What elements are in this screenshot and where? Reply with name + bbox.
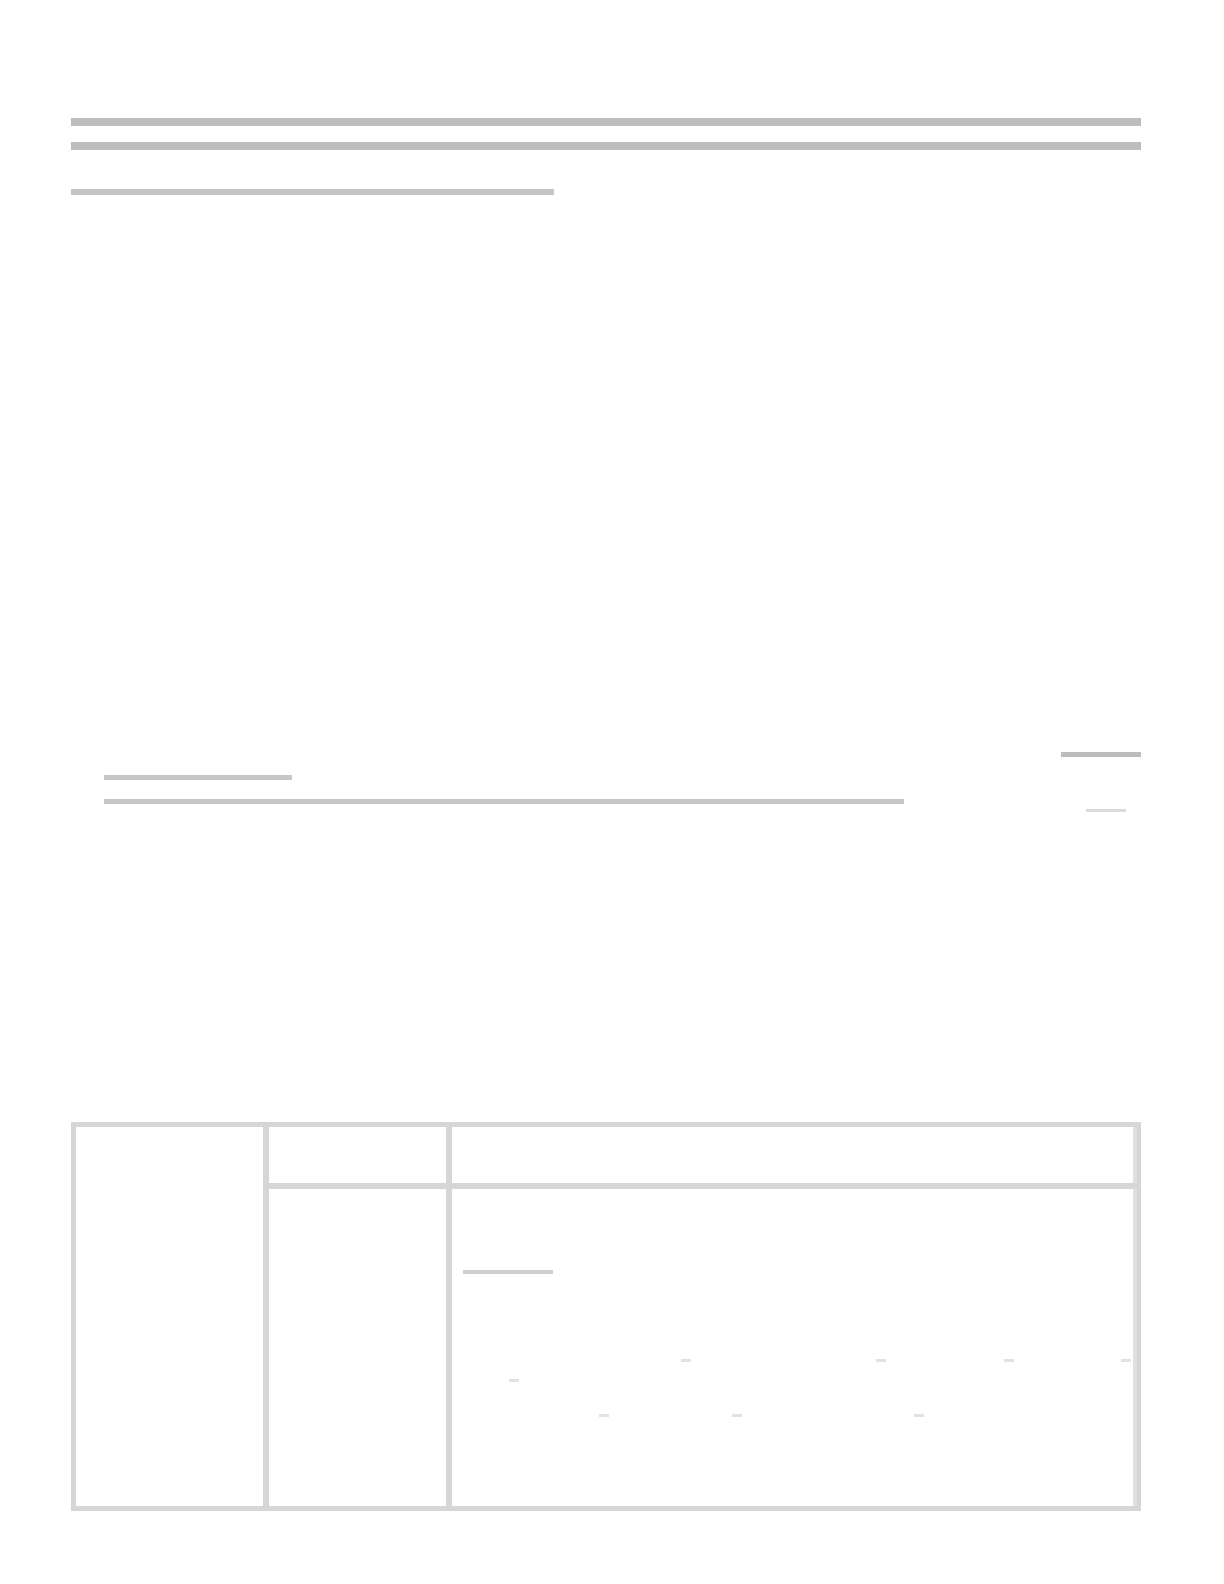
table-dot [509,1379,519,1382]
table-row-divider [269,1183,1141,1189]
form-table [71,1122,1141,1511]
table-dot [1121,1359,1131,1362]
table-dot [599,1414,609,1417]
section-rule-short [104,775,292,780]
table-dot [1004,1359,1014,1362]
table-dot [876,1359,886,1362]
section-mark-right [1086,809,1126,812]
table-dot [681,1359,691,1362]
table-cell-mark [463,1270,553,1274]
section-rule-right [1061,752,1141,757]
table-dot [914,1414,924,1417]
header-rule-top [71,118,1141,126]
section-rule-long [104,799,904,804]
subtitle-rule [71,189,554,195]
header-rule-bottom [71,142,1141,150]
table-dot [732,1414,742,1417]
